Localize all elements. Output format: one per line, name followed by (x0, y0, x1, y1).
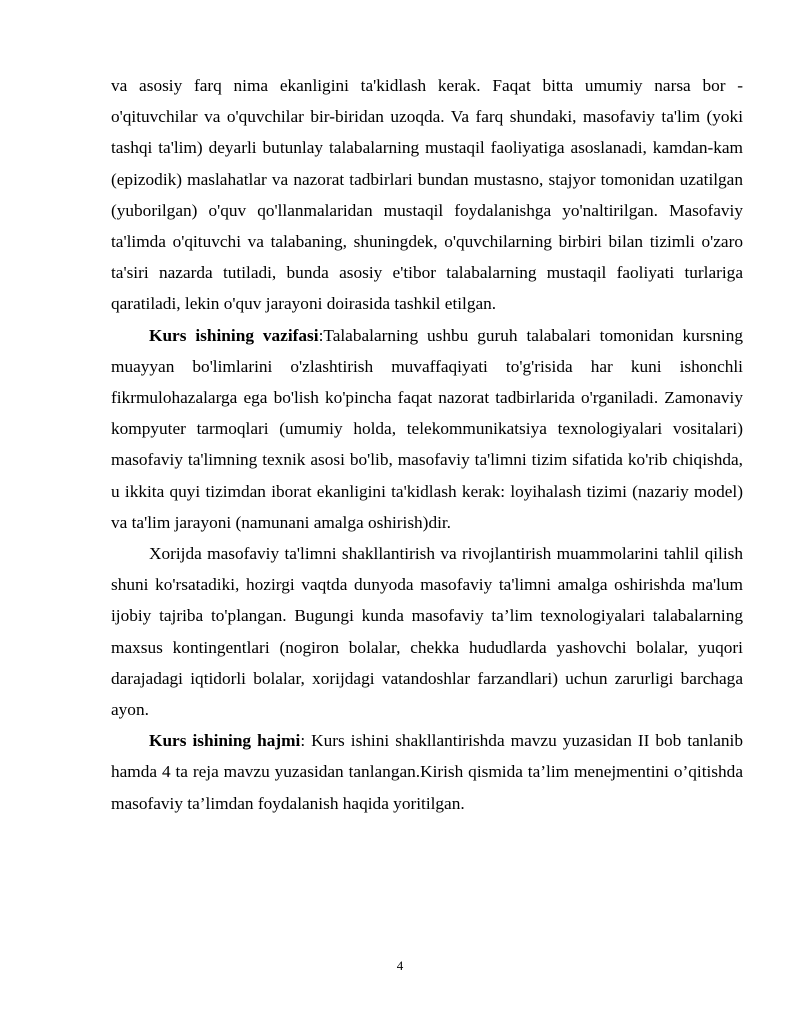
paragraph-continuation (111, 70, 743, 320)
paragraph-text: :Talabalarning ushbu guruh talabalari tomonidan kursning muayyan bo'limlarini o'zlashtirish muvaffaqiyati to'g'risida har kuni ishonchli fikrmulohazalarga ega bo'lish ko'pincha faqat nazorat tadbirlarida o'rganiladi. Zamonaviy kompyuter tarmoqlari (umumiy holda, telekommunikatsiya texnologiyalari vositalari) masofaviy ta'limning texnik asosi bo'lib, masofaviy ta'limni tizim sifatida ko'rib chiqishda, u ikkita quyi tizimdan iborat ekanligini ta'kidlash kerak: loyihalash tizimi (nazariy model) va ta'lim jarayoni (namunani amalga oshirish)dir. (111, 325, 743, 532)
paragraph-course-task (111, 320, 743, 538)
paragraph-heading: Kurs ishining hajmi (149, 731, 301, 751)
paragraph-foreign-experience (111, 538, 743, 725)
paragraph-heading: Kurs ishining vazifasi (149, 325, 319, 345)
paragraph-text: : Kurs ishini shakllantirishda mavzu yuzasidan II bob tanlanib hamda 4 ta reja mavzu yuzasidan tanlangan.Kirish qismida ta’lim menejmentini o’qitishda masofaviy ta’limdan foydalanish haqida yoritilgan. (111, 731, 743, 813)
paragraph-course-volume (111, 725, 743, 819)
paragraph-text: Xorijda masofaviy ta'limni shakllantirish va rivojlantirish muammolarini tahlil qilish shuni ko'rsatadiki, hozirgi vaqtda dunyoda masofaviy ta'limni amalga oshirishda ma'lum ijobiy tajriba to'plangan. Bugungi kunda masofaviy ta’lim texnologiyalari talabalarning maxsus kontingentlari (nogiron bolalar, chekka hududlarda yashovchi bolalar, yuqori darajadagi iqtidorli bolalar, xorijdagi vatandoshlar farzandlari) uchun zarurligi barchaga ayon. (111, 544, 743, 720)
paragraph-text: va asosiy farq nima ekanligini ta'kidlash kerak. Faqat bitta umumiy narsa bor - o'qituvchilar va o'quvchilar bir-biridan uzoqda. Va farq shundaki, masofaviy ta'lim (yoki tashqi ta'lim) deyarli butunlay talabalarning mustaqil faoliyatiga asoslanadi, kamdan-kam (epizodik) maslahatlar va nazorat tadbirlari bundan mustasno, stajyor tomonidan uzatilgan (yuborilgan) o'quv qo'llanmalaridan mustaqil foydalanishga yo'naltirilgan. Masofaviy ta'limda o'qituvchi va talabaning, shuningdek, o'quvchilarning birbiri bilan tizimli o'zaro ta'siri nazarda tutiladi, bunda asosiy e'tibor talabalarning mustaqil faoliyati turlariga qaratiladi, lekin o'quv jarayoni doirasida tashkil etilgan. (111, 76, 743, 314)
document-page (111, 70, 743, 819)
page-number: 4 (396, 958, 404, 973)
